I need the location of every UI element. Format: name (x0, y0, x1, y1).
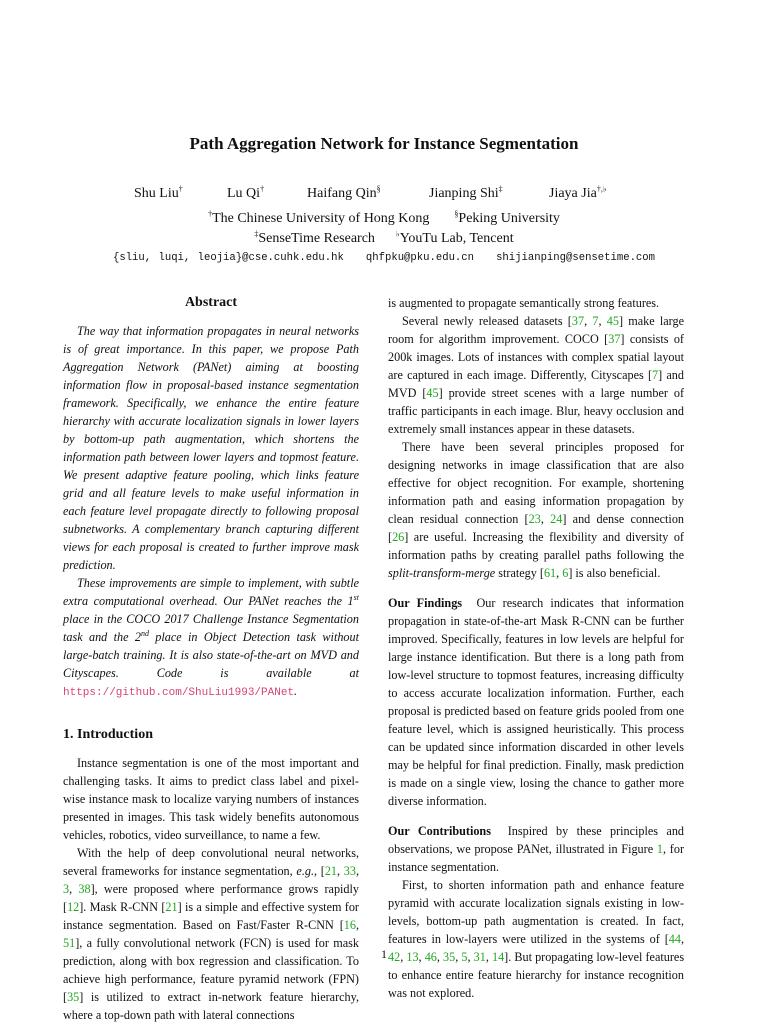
right-column (388, 294, 684, 1002)
author: Shu Liu† (134, 184, 183, 201)
author-emails: {sliu, luqi, leojia}@cse.cuhk.edu.hk qhfpku@pku.edu.cn shijianping@sensetime.com (112, 252, 655, 264)
citation: 21 (324, 864, 338, 878)
citation: 16 (343, 918, 356, 932)
abstract-paragraph: These improvements are simple to implement, with subtle extra computational overhead. Our PANet reaches the 1st place in the COCO 2017 Challenge Instance Segmentation task and the 2nd place in Object Detection task without large-batch training. It is also state-of-the-art on MVD and Cityscapes. Code is available at https://github.com/ShuLiu1993/PANet. (63, 576, 359, 699)
citation: 3 (63, 882, 70, 896)
intro-paragraph: Instance segmentation is one of the most important and challenging tasks. It aims to predict class label and pixel-wise instance mask to localize varying numbers of instances presented in images. This task widely benefits autonomous vehicles, robotics, video surveillance, to name a few. (63, 756, 359, 842)
abstract-paragraph: The way that information propagates in neural networks is of great importance. In this paper, we propose Path Aggregation Network (PANet) aiming at boosting information flow in proposal-based instance segmentation framework. Specifically, we enhance the entire feature hierarchy with accurate localization signals in lower layers by bottom-up path augmentation, which shortens the information path between lower layers and topmost feature. We present adaptive feature pooling, which links feature grid and all feature levels to make useful information in each feature level propagate directly to following proposal subnetworks. A complementary branch capturing different views for each proposal is created to further improve mask prediction. (63, 324, 359, 572)
author: Jiaya Jia†,♭ (549, 184, 607, 201)
paper-title: Path Aggregation Network for Instance Segmentation (189, 134, 579, 153)
figure-reference: 1 (656, 842, 663, 856)
affiliation: SenseTime Research (258, 231, 375, 246)
citation: 51 (63, 936, 76, 950)
citation: 13 (406, 950, 419, 964)
affiliation-line: ‡SenseTime Research ♭YouTu Lab, Tencent (254, 229, 514, 246)
citation: 45 (606, 314, 619, 328)
author: Jianping Shi‡ (429, 184, 503, 201)
citation: 33 (343, 864, 356, 878)
citation: 35 (67, 990, 80, 1004)
citation: 26 (392, 530, 405, 544)
body-paragraph: There have been several principles proposed for designing networks in image classification that are also effective for object recognition. For example, shortening information path and easing information propagation by clean residual connection [23, 24] and dense connection [26] are useful. Increasing the flexibility and diversity of information paths by creating parallel paths following the split-transform-merge strategy [61, 6] is also beneficial. (388, 440, 685, 580)
findings-paragraph: Our Findings Our research indicates that information propagation in state-of-the-art Mask R-CNN can be further improved. Specifically, features in low levels are helpful for large instance identification. But there is a long path from low-level structure to topmost features, increasing difficulty to access accurate localization information. Further, each proposal is predicted based on feature grids pooled from one feature level, which is assigned heuristically. This process can be updated since information discarded in other levels may be helpful for final prediction. Finally, mask prediction is made on a single view, losing the chance to gather more diverse information. (388, 596, 684, 808)
body-paragraph: Several newly released datasets [37, 7, 45] make large room for algorithm improvement. COCO [37] consists of 200k images. Lots of instances with complex spatial layout are captured in each image. Differently, Cityscapes [7] and MVD [45] provide street scenes with a large number of traffic participants in each image. Blur, heavy occlusion and extremely small instances appear in these datasets. (388, 314, 685, 436)
page-number: 1 (381, 947, 387, 961)
paragraph-heading: Our Findings (388, 596, 463, 610)
author: Haifang Qin§ (307, 184, 381, 201)
author-list (0, 186, 768, 204)
body-paragraph: First, to shorten information path and enhance feature pyramid with accurate localization signals existing in low-levels, bottom-up path augmentation is created. In fact, features in low-layers were utilized in the systems of [44, 42, 13, 46, 35, 5, 31, 14]. But propagating low-level features to enhance entire feature hierarchy for instance recognition was not explored. (388, 878, 685, 1000)
citation: 7 (592, 314, 599, 328)
citation: 38 (78, 882, 91, 896)
affiliation: The Chinese University of Hong Kong (212, 211, 430, 226)
contributions-paragraph: Our Contributions Inspired by these principles and observations, we propose PANet, illustrated in Figure 1, for instance segmentation. (388, 824, 685, 874)
citation: 46 (424, 950, 437, 964)
citation: 6 (562, 566, 569, 580)
citation: 37 (571, 314, 585, 328)
citation: 42 (388, 950, 401, 964)
code-link[interactable]: https://github.com/ShuLiu1993/PANet (63, 687, 295, 699)
citation: 45 (426, 386, 439, 400)
abstract-body (63, 322, 359, 702)
citation: 23 (528, 512, 541, 526)
abstract-heading: Abstract (184, 295, 238, 310)
citation: 21 (165, 900, 178, 914)
citation: 31 (473, 950, 486, 964)
citation: 44 (668, 932, 681, 946)
citation: 12 (67, 900, 80, 914)
citation: 14 (491, 950, 505, 964)
affiliation: Peking University (458, 211, 560, 226)
citation: 35 (443, 950, 456, 964)
citation: 61 (543, 566, 557, 580)
citation: 37 (608, 332, 621, 346)
affiliation-line: †The Chinese University of Hong Kong §Peking University (208, 209, 560, 226)
body-paragraph: is augmented to propagate semantically strong features. (388, 296, 660, 310)
citation: 5 (461, 950, 468, 964)
citation: 7 (652, 368, 659, 382)
intro-paragraph: With the help of deep convolutional neural networks, several frameworks for instance segmentation, e.g., [21, 33, 3, 38], were proposed where performance grows rapidly [12]. Mask R-CNN [21] is a simple and effective system for instance segmentation. Based on Fast/Faster R-CNN [16, 51], a fully convolutional network (FCN) is used for mask prediction, along with box regression and classification. To achieve high performance, feature pyramid network (FPN) [35] is utilized to extract in-network feature hierarchy, where a top-down path with lateral connections (63, 846, 360, 1022)
affiliation: YouTu Lab, Tencent (399, 231, 514, 246)
section-heading: 1. Introduction (63, 727, 153, 742)
left-column (63, 294, 359, 1024)
citation: 24 (550, 512, 563, 526)
paragraph-heading: Our Contributions (388, 824, 491, 838)
author: Lu Qi† (227, 184, 265, 201)
